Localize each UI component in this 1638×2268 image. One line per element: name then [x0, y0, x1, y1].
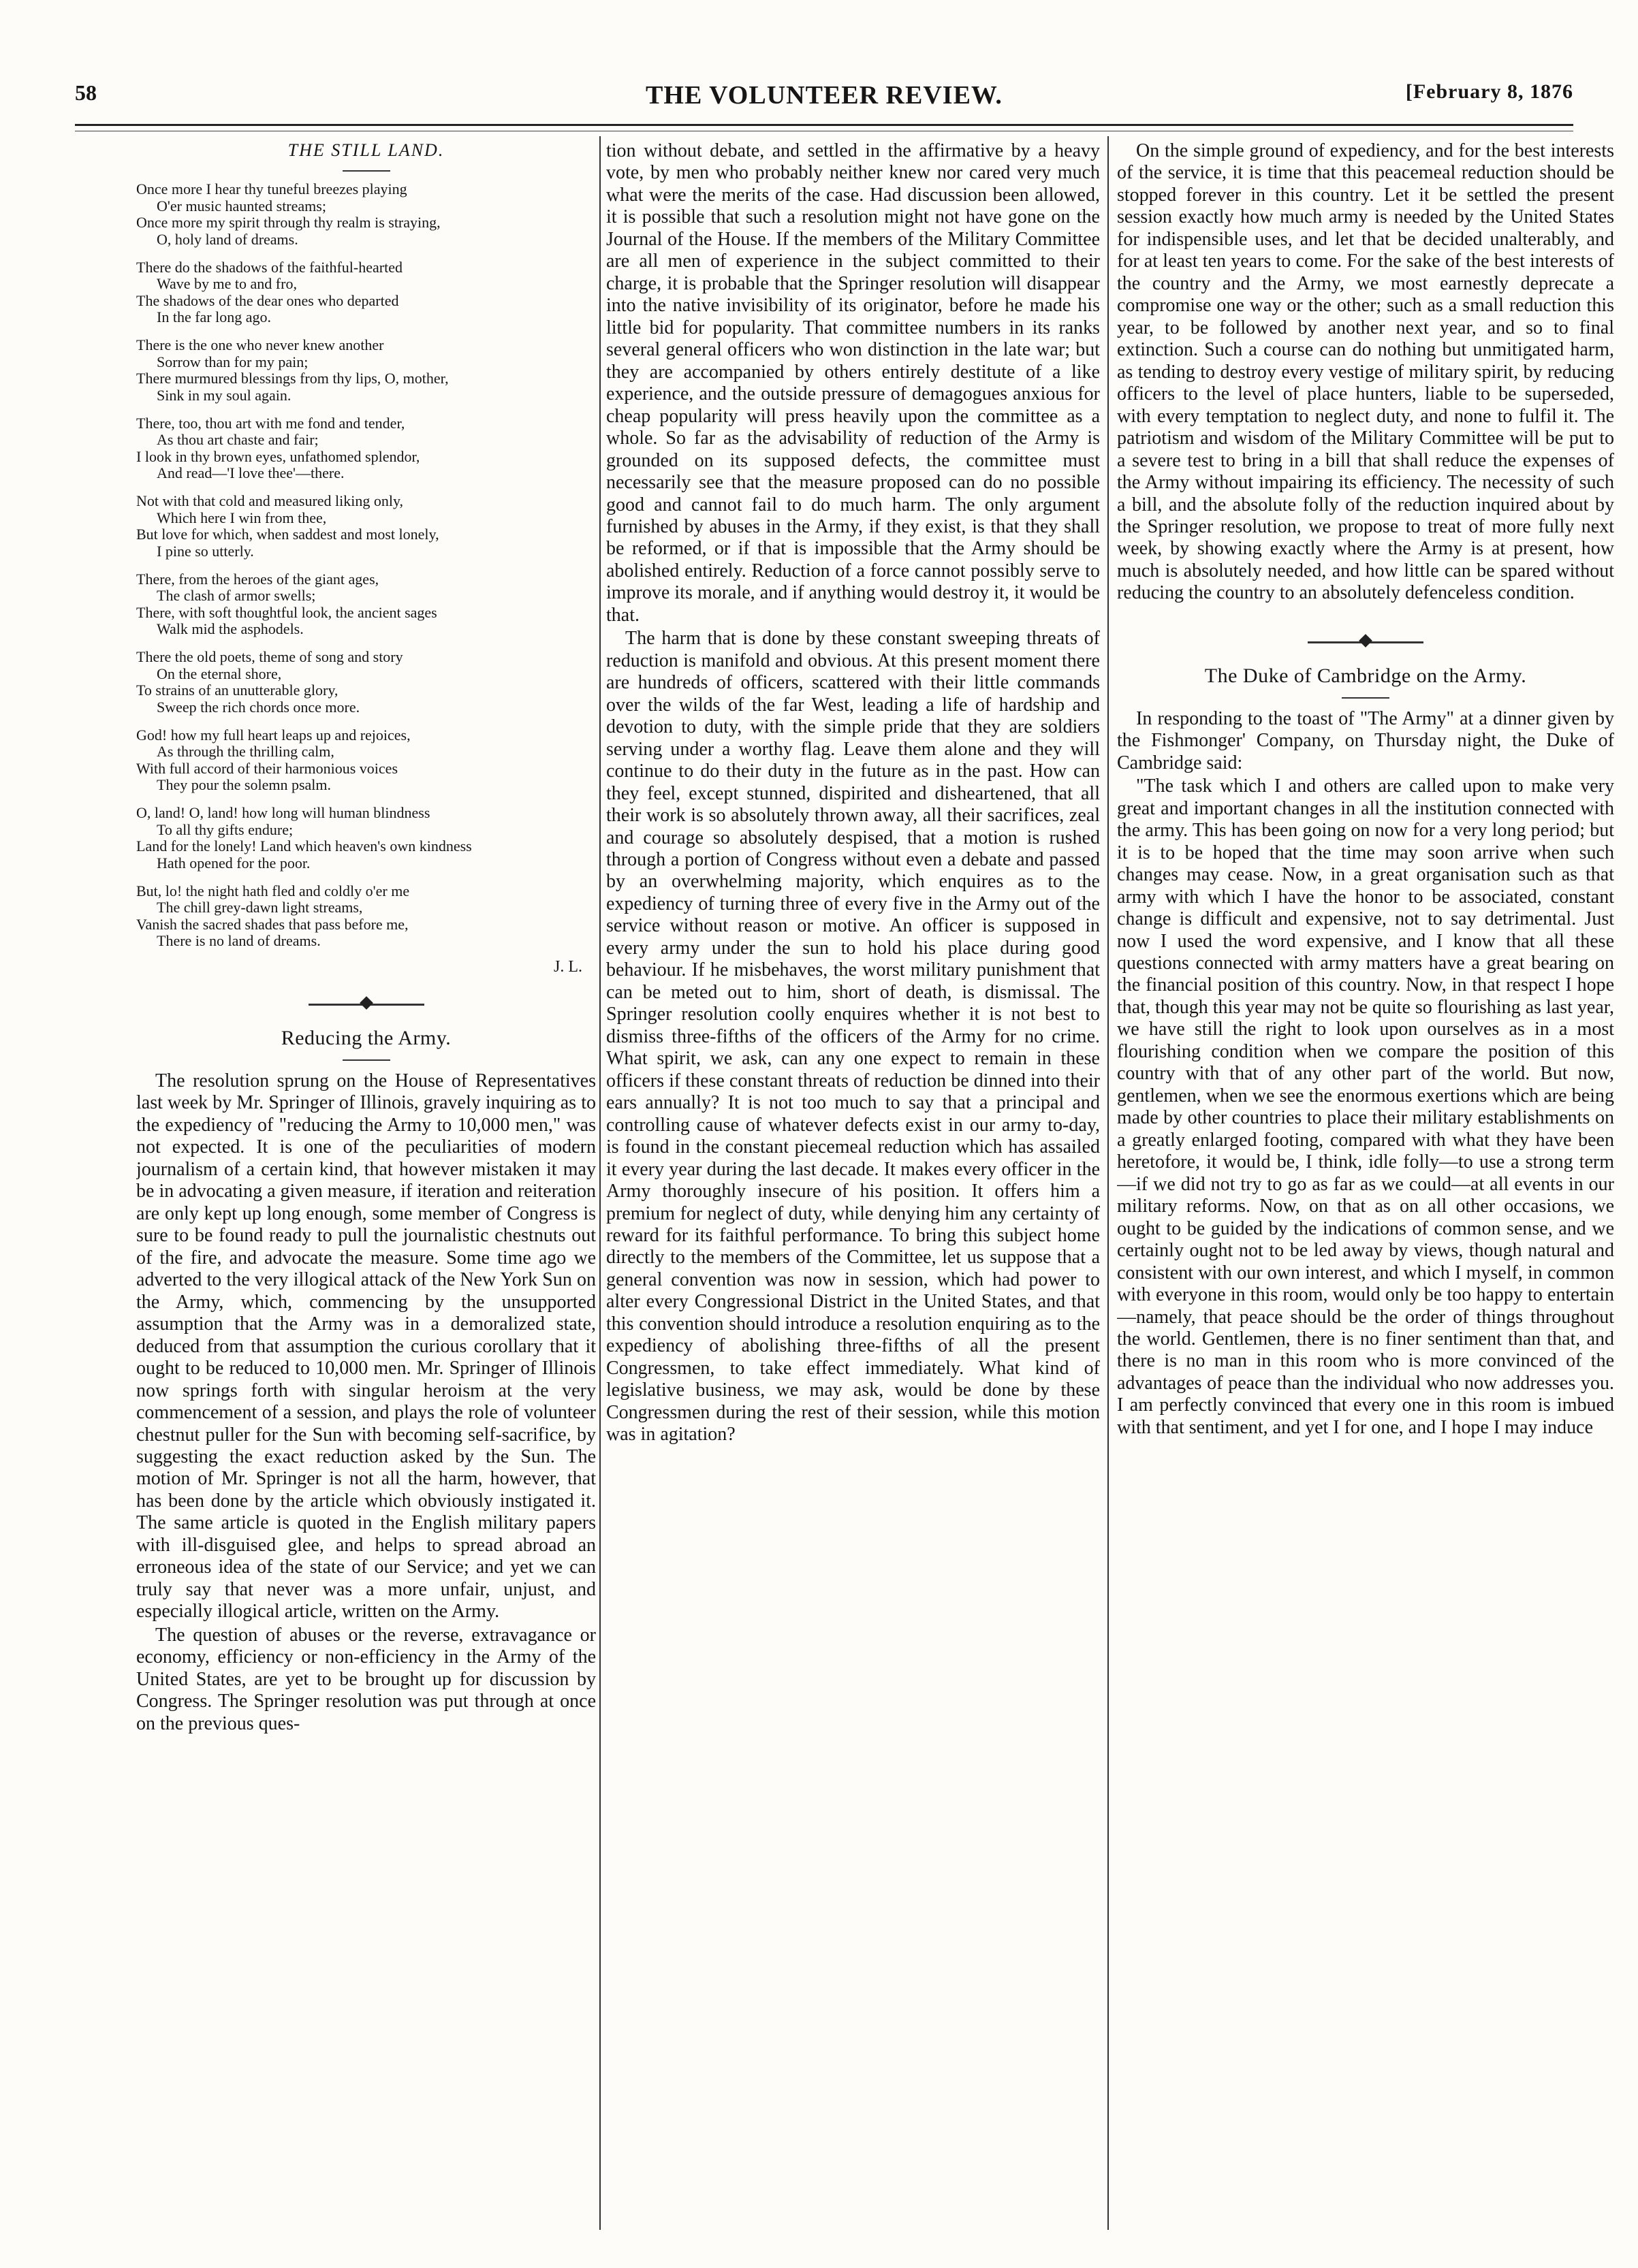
section-ornament	[1117, 632, 1614, 652]
issue-date: [February 8, 1876	[1405, 80, 1573, 103]
title-rule	[1342, 697, 1389, 699]
poem-line: God! how my full heart leaps up and rejoices,	[136, 726, 411, 744]
poem-line: Sweep the rich chords once more.	[157, 698, 360, 716]
poem-line: Vanish the sacred shades that pass before me,	[136, 915, 409, 933]
poem-line: But love for which, when saddest and most lonely,	[136, 526, 439, 543]
poem-stanza	[136, 649, 596, 716]
column-3	[1117, 140, 1614, 2224]
poem-signature: J. L.	[554, 958, 582, 976]
column-divider	[599, 136, 601, 2230]
poem-line: As thou art chaste and fair;	[157, 431, 319, 449]
poem-line: There murmured blessings from thy lips, O, mother,	[136, 370, 449, 387]
poem-stanza	[136, 883, 596, 951]
title-rule	[343, 170, 390, 172]
poem-line: The shadows of the dear ones who departed	[136, 291, 399, 309]
poem-stanza	[136, 181, 596, 249]
poem-line: There is no land of dreams.	[157, 932, 321, 950]
poem-line: There, too, thou art with me fond and tender,	[136, 414, 405, 432]
article-paragraph: In responding to the toast of "The Army" at a dinner given by the Fishmonger' Company, on Thursday night, the Duke of Cambridge said:	[1117, 707, 1614, 773]
poem-line: Which here I win from thee,	[157, 509, 327, 526]
poem-stanza	[136, 259, 596, 327]
poem-line: In the far long ago.	[157, 308, 271, 326]
title-rule	[343, 1059, 390, 1061]
poem-stanza	[136, 337, 596, 404]
poem-line: There the old poets, theme of song and story	[136, 648, 403, 665]
poem-line: There do the shadows of the faithful-hearted	[136, 258, 403, 276]
article-paragraph: The question of abuses or the reverse, extravagance or economy, efficiency or non-efficiency in the Army of the United States, are yet to be brought up for discussion by Congress. The Springer resolution was put through at once on the previous ques-	[136, 1624, 596, 1734]
poem-title: THE STILL LAND.	[287, 140, 445, 160]
column-2	[606, 140, 1100, 2224]
poem-line: There, from the heroes of the giant ages,	[136, 570, 379, 588]
section-ornament	[136, 994, 596, 1015]
poem-stanza	[136, 805, 596, 872]
poem-stanza	[136, 415, 596, 483]
poem-line: Sink in my soul again.	[157, 386, 292, 404]
header-rule	[75, 124, 1573, 126]
article-paragraph: On the simple ground of expediency, and for the best interests of the service, it is time that this peacemeal reduction should be stopped forever in this country. Let it be settled the present session exactly how much army is needed by the United States for indispensible uses, and let that be decided unalterably, and for at least ten years to come. For the sake of the best interests of the country and the Army, we most earnestly deprecate a compromise one way or the other; such as a small reduction this year, to be followed by another next year, and so to final extinction. Such a course can do nothing but unmitigated harm, as tending to destroy every vestige of military spirit, by reducing officers to the level of place hunters, liable to be superseded, with every temptation to neglect duty, and none to fulfil it. The patriotism and wisdom of the Military Committee will be put to a severe test to bring in a bill that shall reduce the expenses of the Army without impairing its efficiency. The necessity of such a bill, and the absolute folly of the reduction inquired about by the Springer resolution, we propose to treat of more fully next week, by showing exactly where the Army is at present, how much is absolutely needed, and how little can be spared without reducing the country to an absolutely defenceless condition.	[1117, 140, 1614, 604]
poem-line: On the eternal shore,	[157, 665, 282, 682]
poem-line: Once more I hear thy tuneful breezes playing	[136, 180, 407, 197]
poem-line: O, land! O, land! how long will human blindness	[136, 804, 430, 821]
poem-stanza	[136, 493, 596, 560]
poem-line: I look in thy brown eyes, unfathomed splendor,	[136, 447, 420, 465]
article-title: The Duke of Cambridge on the Army.	[1204, 664, 1527, 687]
poem-line: I pine so utterly.	[157, 542, 254, 560]
poem-line: With full accord of their harmonious voices	[136, 759, 398, 777]
poem-line: O, holy land of dreams.	[157, 230, 298, 248]
poem-line: Walk mid the asphodels.	[157, 620, 304, 638]
poem-line: They pour the solemn psalm.	[157, 776, 332, 794]
article-paragraph: tion without debate, and settled in the affirmative by a heavy vote, by men who probably neither knew nor cared very much what were the merits of the case. Had discussion been allowed, it is possible that such a resolution might not have gone on the Journal of the House. If the members of the Military Committee are all men of experience in the subject committed to their charge, it is probable that the Springer resolution will disappear into the native invisibility of its originator, before he made his little bid for popularity. That committee numbers in its ranks several general officers who won distinction in the late war; but they are accompanied by others entirely destitute of a like experience, and the outside pressure of demagogues anxious for cheap popularity will press heavily upon the committee as a whole. So far as the advisability of reduction of the Army is grounded on its supposed defects, the committee must necessarily see that the measure proposed can do no possible good and cannot fail to do much harm. The only argument furnished by abuses in the Army, if they exist, is that they shall be reformed, or if that is impossible that the Army should be abolished entirely. Reduction of a force cannot possibly serve to improve its morale, and if anything would destroy it, it would be that.	[606, 140, 1100, 626]
poem-body	[136, 181, 596, 950]
poem-line: Land for the lonely! Land which heaven's own kindness	[136, 837, 472, 855]
poem-line: Hath opened for the poor.	[157, 854, 311, 872]
poem-line: The clash of armor swells;	[157, 587, 316, 605]
poem-line: Sorrow than for my pain;	[157, 353, 309, 370]
poem-stanza	[136, 571, 596, 639]
poem-line: There, with soft thoughtful look, the ancient sages	[136, 603, 437, 621]
article-paragraph: The resolution sprung on the House of Representatives last week by Mr. Springer of Illinois, gravely inquiring as to the expediency of "reducing the Army to 10,000 men," was not expected. It is one of the peculiarities of modern journalism of a certain kind, that however mistaken it may be in advocating a given measure, if iteration and reiteration are only kept up long enough, some member of Congress is sure to be found ready to pull the journalistic chestnuts out of the fire, and advocate the measure. Some time ago we adverted to the very illogical attack of the New York Sun on the Army, which, commencing by the unsupported assumption that the Army was in a demoralized state, deduced from that assumption the curious corollary that it ought to be reduced to 10,000 men. Mr. Springer of Illinois now springs forth with singular heroism at the very commencement of a session, and plays the role of volunteer chestnut puller for the Sun with becoming self-sacrifice, by suggesting the exact reduction asked by the Sun. The motion of Mr. Springer is not all the harm, however, that has been done by the article which obviously instigated it. The same article is quoted in the English military papers with ill-disguised glee, and helps to spread abroad an erroneous idea of the state of our Service; and yet we can truly say that never was a more unfair, unjust, and especially illogical article, written on the Army.	[136, 1070, 596, 1623]
poem-line: Not with that cold and measured liking only,	[136, 492, 404, 509]
newspaper-title: THE VOLUNTEER REVIEW.	[646, 81, 1003, 110]
article-title: Reducing the Army.	[281, 1027, 452, 1049]
poem-line: There is the one who never knew another	[136, 336, 384, 353]
poem-line: But, lo! the night hath fled and coldly o'er me	[136, 882, 410, 899]
page-header	[75, 80, 1573, 121]
page-number: 58	[75, 80, 97, 105]
poem-line: O'er music haunted streams;	[157, 197, 326, 214]
poem-line: Once more my spirit through thy realm is straying,	[136, 214, 441, 231]
column-1	[136, 140, 596, 2224]
poem-line: The chill grey-dawn light streams,	[157, 899, 363, 916]
poem-stanza	[136, 727, 596, 795]
column-divider	[1107, 136, 1109, 2230]
poem-line: Wave by me to and fro,	[157, 275, 297, 293]
article-paragraph: The harm that is done by these constant sweeping threats of reduction is manifold and obvious. At this present moment there are hundreds of officers, scattered with their little commands over the wilds of the far West, leading a life of hardship and devotion to duty, with the simple pride that they are soldiers serving under a worthy flag. Leave them alone and they will continue to do their duty in the future as in the past. How can they feel, except stunned, dispirited and disheartened, that all their work is so absolutely thrown away, all their sacrifices, zeal and courage so absolutely despised, that a motion is rushed through a portion of Congress without even a debate and passed by an overwhelming majority, which enquires as to the expediency of turning three of every five in the Army out of the service without reason or motive. An officer is supposed in every army under the sun to hold his place during good behaviour. If he misbehaves, the worst military punishment that can be meted out to him, short of death, is dismissal. The Springer resolution coolly enquires whether it is not best to dismiss three-fifths of the officers of the Army for no crime. What spirit, we ask, can any one expect to remain in these officers if these constant threats of reduction be dinned into their ears annually? It is not too much to say that a principal and controlling cause of whatever defects exist in our army to-day, is found in the constant piecemeal reduction which has assailed it every year during the last decade. It makes every officer in the Army thoroughly insecure of his position. It offers him a premium for neglect of duty, while denying him any certainty of reward for its faithful performance. To bring this subject home directly to the members of the Committee, let us suppose that a general convention was now in session, which had power to alter every Congressional District in the United States, and that this convention should introduce a resolution enquiring as to the expediency of abolishing three-fifths of all the present Congressmen, to take effect immediately. What kind of legislative business, we may ask, would be done by these Congressmen during the rest of their session, while this motion was in agitation?	[606, 628, 1100, 1446]
poem-line: And read—'I love thee'—there.	[157, 464, 345, 482]
poem-line: To strains of an unutterable glory,	[136, 682, 338, 699]
poem-line: To all thy gifts endure;	[157, 820, 294, 838]
poem-line: As through the thrilling calm,	[157, 743, 334, 761]
article-paragraph: "The task which I and others are called upon to make very great and important changes in all the institution connected with the army. This has been going on now for a very long period; but it is to be hoped that the time may soon arrive when such changes may cease. Now, in a great organisation such as that army with which I have the honor to be associated, constant change is difficult and expensive, not to say detrimental. Just now I used the word expensive, and I know that all these questions connected with army matters have a great bearing on the financial position of this country. Now, in that respect I hope that, though this year may not be quite so flourishing as last year, we have still the right to look upon ourselves as in a most flourishing condition when we compare the position of this country with that of any other part of the world. But now, gentlemen, when we see the enormous exertions which are being made by other countries to place their military establishments on a greatly enlarged footing, compared with what they have been heretofore, it would be, I think, idle folly—to use a strong term—if we did not try to go as far as we could—at all events in our military reforms. Now, on that as on all other occasions, we ought to be guided by the indications of common sense, and we certainly ought not to be led away by views, though natural and consistent with our own interest, and which I myself, in common with everyone in this room, would only be too happy to entertain—namely, that peace should be the order of things throughout the world. Gentlemen, there is no finer sentiment than that, and there is no man in this room who is more convinced of the advantages of peace than the individual who now addresses you. I am perfectly convinced that every one in this room is imbued with that sentiment, and yet I for one, and I hope I may induce	[1117, 776, 1614, 1438]
